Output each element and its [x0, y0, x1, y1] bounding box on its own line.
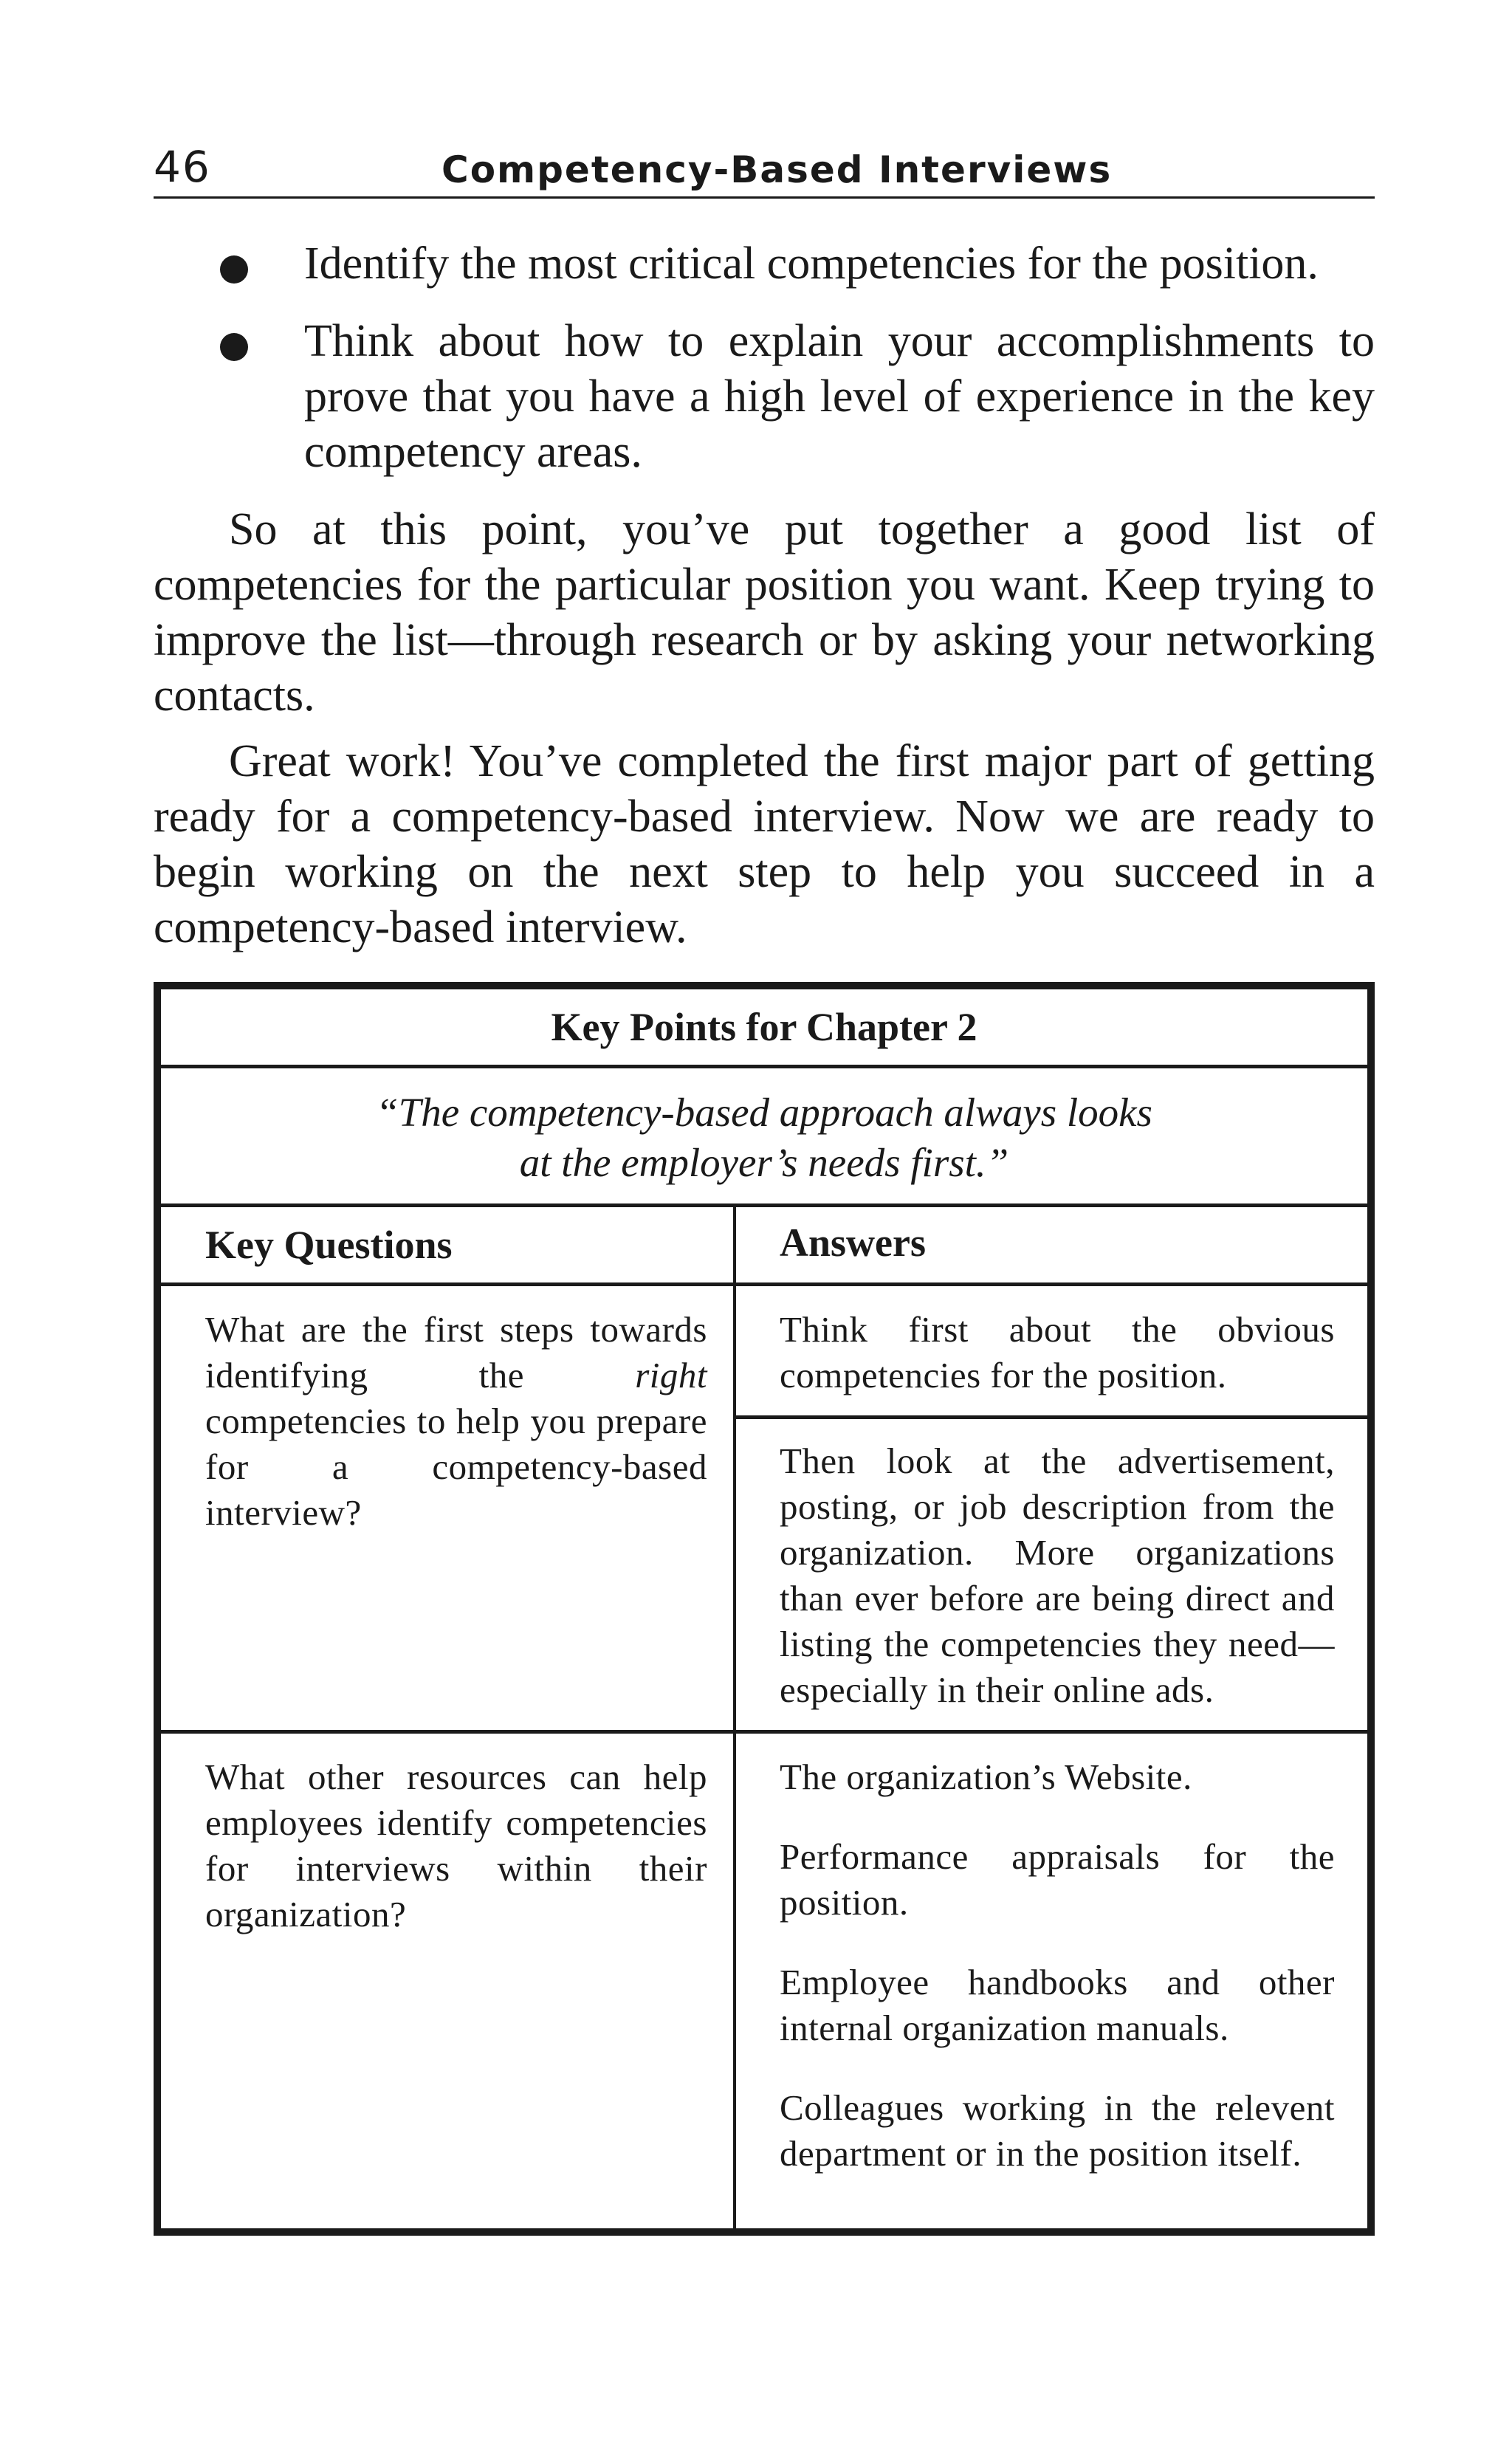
- paragraph: So at this point, you’ve put together a good list of competencies for the particular position you want. Keep trying to improve the list—through research or by asking your networking contacts.: [154, 504, 1375, 721]
- bullet-dot-icon: [220, 333, 248, 361]
- answer-text: Colleagues working in the relevent department or in the position itself.: [780, 2087, 1335, 2174]
- column-divider: [733, 1207, 736, 2228]
- question-text: competencies to help you prepare for a competency-based interview?: [205, 1401, 707, 1533]
- answer-text: Think first about the obvious competencies for the position.: [780, 1309, 1335, 1395]
- row-divider: [161, 1282, 1367, 1286]
- body-text: [154, 236, 1375, 966]
- answer-text: Then look at the advertisement, posting, or job description from the organization. More organizations than ever before are being direct and listing the competencies they need—especially in their online ads.: [780, 1441, 1335, 1710]
- row-divider: [161, 1730, 1367, 1734]
- quote-line: “The competency-based approach always looks: [376, 1090, 1152, 1135]
- question-cell: [205, 1754, 707, 1937]
- column-header-answers: Answers: [780, 1220, 926, 1265]
- bullet-text: Identify the most critical competencies for the position.: [304, 238, 1319, 289]
- running-header: [154, 140, 1375, 199]
- answer-cell: [780, 1754, 1335, 2177]
- answer-cell: [780, 1438, 1335, 1713]
- key-points-title: Key Points for Chapter 2: [161, 989, 1367, 1068]
- running-title: Competency-Based Interviews: [441, 148, 1113, 191]
- answer-text: Employee handbooks and other internal organization manuals.: [780, 1962, 1335, 2048]
- bullet-text: Think about how to explain your accomplishments to prove that you have a high level of experience in the key competency areas.: [304, 316, 1375, 477]
- bullet-dot-icon: [220, 255, 248, 284]
- question-text: What other resources can help employees identify competencies for interviews within their organization?: [205, 1757, 707, 1934]
- column-header-questions: Key Questions: [205, 1223, 453, 1267]
- quote-line: at the employer’s needs first.”: [519, 1140, 1009, 1185]
- answer-divider: [736, 1415, 1367, 1419]
- answer-cell: [780, 1307, 1335, 1398]
- question-emphasis: right: [635, 1355, 707, 1395]
- bullet-item: [154, 314, 1375, 480]
- bullet-item: [154, 236, 1375, 292]
- key-points-quote: [161, 1068, 1367, 1207]
- question-cell: [205, 1307, 707, 1536]
- answer-text: The organization’s Website.: [780, 1757, 1192, 1797]
- question-text: What are the first steps towards identifying the: [205, 1309, 707, 1395]
- key-points-box: [154, 982, 1375, 2236]
- answer-text: Performance appraisals for the position.: [780, 1836, 1335, 1923]
- page-number: 46: [154, 142, 211, 192]
- paragraph: Great work! You’ve completed the first major part of getting ready for a competency-based interview. Now we are ready to begin working on the next step to help you succeed in a competency-based interview.: [154, 736, 1375, 952]
